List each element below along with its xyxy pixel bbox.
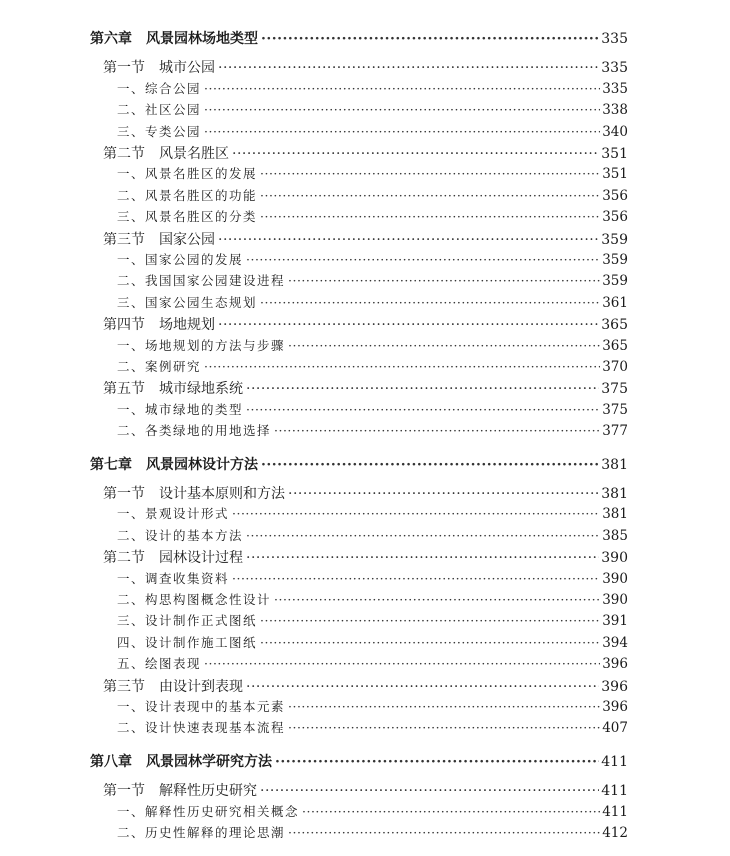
toc-page-number: 390	[602, 592, 628, 608]
toc-item-row	[117, 293, 628, 311]
toc-entry-title: 三、设计制作正式图纸	[117, 613, 258, 629]
toc-entry-title: 二、社区公园	[117, 102, 202, 118]
toc-item-row	[117, 802, 628, 820]
dot-leader	[246, 550, 599, 566]
toc-entry-title: 第二节 风景名胜区	[103, 146, 229, 162]
toc-item-row	[117, 421, 628, 439]
toc-item-row	[117, 357, 628, 375]
dot-leader	[261, 31, 599, 47]
toc-page-number: 335	[601, 60, 628, 77]
toc-page-number: 365	[602, 337, 628, 354]
toc-entry-title: 一、调查收集资料	[117, 570, 230, 586]
dot-leader	[204, 656, 600, 671]
toc-page-number: 396	[602, 656, 628, 673]
toc-page-number: 390	[601, 550, 628, 567]
toc-entry-title: 第一节 设计基本原则和方法	[103, 486, 285, 502]
toc-entry-title: 一、设计表现中的基本元素	[117, 699, 286, 714]
toc-entry-title: 五、绘图表现	[117, 656, 202, 672]
dot-leader	[218, 317, 599, 333]
dot-leader	[204, 102, 600, 117]
toc-entry-title: 第五节 城市绿地系统	[103, 381, 243, 398]
toc-item-row	[117, 271, 628, 289]
toc-page-number: 370	[602, 359, 628, 375]
dot-leader	[218, 232, 599, 248]
toc-item-row	[117, 697, 628, 715]
dot-leader	[260, 209, 600, 224]
toc-section-row	[103, 780, 628, 800]
toc-section-row	[103, 483, 628, 503]
dot-leader	[275, 754, 599, 770]
dot-leader	[288, 699, 600, 714]
toc-page-number: 394	[602, 634, 628, 651]
toc-entry-title: 第二节 园林设计过程	[103, 550, 243, 567]
toc-entry-title: 二、构思构图概念性设计	[117, 592, 272, 607]
toc-item-row	[117, 590, 628, 608]
dot-leader	[246, 679, 599, 695]
toc-item-row	[117, 400, 628, 418]
toc-item-row	[117, 122, 628, 140]
toc-page-number: 411	[601, 783, 628, 800]
toc-entry-title: 二、历史性解释的理论思潮	[117, 825, 286, 840]
toc-page-number: 396	[602, 699, 628, 715]
toc-section-row	[103, 57, 628, 77]
toc-page-number: 390	[602, 570, 628, 587]
dot-leader	[260, 783, 599, 799]
dot-leader	[274, 592, 600, 607]
dot-leader	[260, 188, 600, 203]
dot-leader	[288, 273, 600, 288]
toc-page-number: 361	[602, 294, 628, 311]
toc-page-number: 359	[602, 252, 628, 268]
toc-entry-title: 一、景观设计形式	[117, 506, 230, 522]
toc-page-number: 335	[602, 80, 628, 97]
toc-page-number: 381	[601, 486, 628, 502]
toc-item-row	[117, 207, 628, 225]
toc-entry-title: 第三节 国家公园	[103, 231, 215, 248]
toc-page-number: 356	[602, 187, 628, 204]
toc-entry-title: 二、设计快速表现基本流程	[117, 720, 286, 736]
toc-section-row	[103, 143, 628, 163]
toc-entry-title: 三、专类公园	[117, 123, 202, 139]
dot-leader	[204, 124, 600, 139]
dot-leader	[246, 381, 599, 397]
toc-entry-title: 四、设计制作施工图纸	[117, 634, 258, 650]
toc-page-number: 381	[601, 456, 628, 473]
toc-page-number: 375	[602, 401, 628, 418]
dot-leader	[246, 402, 600, 417]
toc-item-row	[117, 186, 628, 204]
toc-entry-title: 二、设计的基本方法	[117, 527, 244, 543]
toc-page-number: 377	[602, 423, 628, 440]
dot-leader	[204, 359, 600, 374]
dot-leader	[246, 252, 600, 267]
toc-page-number: 338	[602, 102, 628, 119]
dot-leader	[260, 166, 600, 181]
toc-item-row	[117, 100, 628, 118]
toc-item-row	[117, 823, 628, 841]
toc-page-number: 391	[602, 613, 628, 630]
toc-entry-title: 三、风景名胜区的分类	[117, 209, 258, 225]
toc-entry-title: 二、各类绿地的用地选择	[117, 423, 272, 439]
dot-leader	[246, 528, 600, 543]
toc-entry-title: 一、国家公园的发展	[117, 252, 244, 267]
toc-entry-title: 第一节 解释性历史研究	[103, 783, 257, 800]
toc-item-row	[117, 79, 628, 97]
dot-leader	[302, 804, 600, 819]
dot-leader	[260, 635, 600, 650]
toc-entry-title: 三、国家公园生态规划	[117, 294, 258, 310]
toc-section-row	[103, 547, 628, 567]
toc-page-number: 359	[602, 273, 628, 290]
toc-page-number: 340	[602, 123, 628, 140]
toc-item-row	[117, 526, 628, 544]
toc-entry-title: 一、综合公园	[117, 80, 202, 96]
toc-section-row	[103, 378, 628, 398]
toc-page-number: 365	[601, 317, 628, 334]
toc-entry-title: 第七章 风景园林设计方法	[90, 456, 258, 473]
toc-entry-title: 二、案例研究	[117, 359, 202, 374]
toc-entry-title: 二、我国国家公园建设进程	[117, 273, 286, 289]
dot-leader	[288, 486, 599, 502]
toc-chapter-row	[90, 751, 628, 771]
toc-section-row	[103, 229, 628, 249]
dot-leader	[218, 60, 599, 76]
toc-page-number: 351	[601, 146, 628, 162]
toc-page-number: 381	[602, 506, 628, 523]
toc-chapter-row	[90, 28, 628, 48]
toc-entry-title: 第六章 风景园林场地类型	[90, 31, 258, 47]
toc-entry-title: 一、场地规划的方法与步骤	[117, 337, 286, 353]
toc-page-number: 407	[602, 720, 628, 737]
toc-item-row	[117, 250, 628, 268]
dot-leader	[232, 571, 600, 586]
dot-leader	[288, 720, 600, 735]
dot-leader	[260, 295, 600, 310]
dot-leader	[260, 613, 600, 628]
toc-item-row	[117, 718, 628, 736]
toc-page-number: 412	[602, 825, 628, 841]
toc-entry-title: 第四节 场地规划	[103, 317, 215, 334]
toc-item-row	[117, 654, 628, 672]
dot-leader	[274, 423, 600, 438]
dot-leader	[288, 338, 600, 353]
toc-item-row	[117, 504, 628, 522]
toc-section-row	[103, 314, 628, 334]
toc-page-number: 351	[602, 166, 628, 183]
toc-page-number: 375	[601, 381, 628, 398]
toc-item-row	[117, 336, 628, 354]
toc-page-number: 356	[602, 209, 628, 226]
toc-page-number: 385	[602, 527, 628, 544]
toc-entry-title: 二、风景名胜区的功能	[117, 187, 258, 203]
toc-page-number: 411	[602, 803, 628, 820]
toc-page-number: 396	[601, 678, 628, 695]
toc-item-row	[117, 633, 628, 651]
dot-leader	[232, 146, 599, 162]
toc-item-row	[117, 164, 628, 182]
toc-entry-title: 一、城市绿地的类型	[117, 401, 244, 417]
dot-leader	[232, 506, 600, 521]
toc-page-number: 359	[601, 231, 628, 248]
toc-section-row	[103, 676, 628, 696]
toc-page-number: 411	[601, 753, 628, 770]
dot-leader	[261, 457, 599, 473]
toc-chapter-row	[90, 454, 628, 474]
dot-leader	[204, 81, 600, 96]
toc-item-row	[117, 569, 628, 587]
toc-entry-title: 第三节 由设计到表现	[103, 678, 243, 695]
toc-item-row	[117, 611, 628, 629]
toc-entry-title: 一、风景名胜区的发展	[117, 166, 258, 182]
dot-leader	[288, 825, 600, 840]
toc-entry-title: 一、解释性历史研究相关概念	[117, 803, 300, 819]
toc-entry-title: 第一节 城市公园	[103, 60, 215, 77]
toc-page-number: 335	[601, 31, 628, 47]
toc-entry-title: 第八章 风景园林学研究方法	[90, 753, 272, 770]
